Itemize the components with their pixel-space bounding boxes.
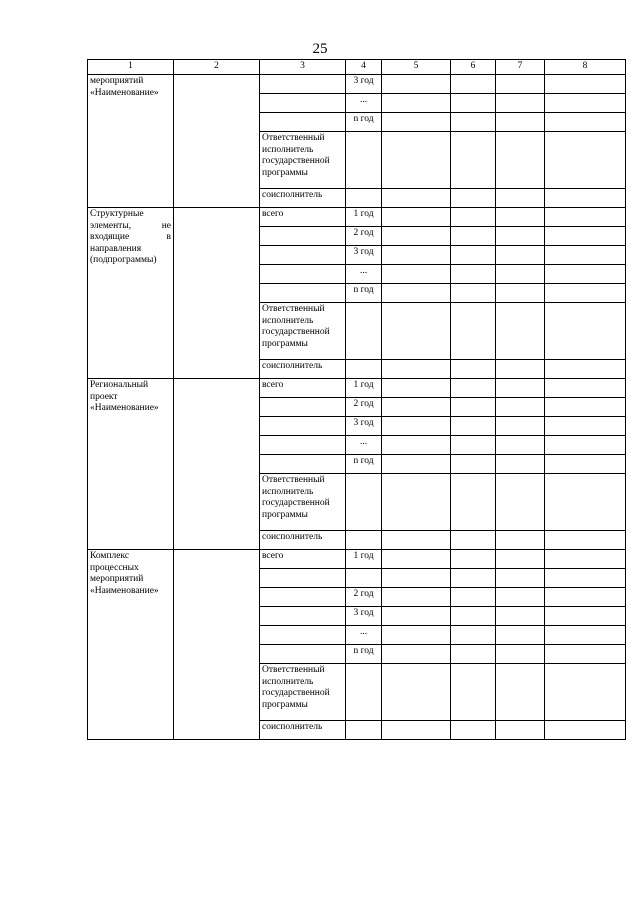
value-cell-col-7 — [496, 550, 545, 569]
value-cell-col-7 — [496, 189, 545, 208]
year-cell: 3 год — [346, 607, 382, 626]
value-cell-col-7 — [496, 208, 545, 227]
source-cell: соисполнитель — [260, 721, 346, 740]
empty-cell — [174, 550, 260, 740]
year-cell: 3 год — [346, 75, 382, 94]
value-cell-col-5 — [382, 531, 451, 550]
value-cell-col-8 — [545, 132, 626, 189]
year-cell: n год — [346, 113, 382, 132]
year-cell: n год — [346, 284, 382, 303]
empty-cell — [174, 208, 260, 379]
value-cell-col-8 — [545, 94, 626, 113]
value-cell-col-8 — [545, 246, 626, 265]
value-cell-col-7 — [496, 664, 545, 721]
source-cell — [260, 607, 346, 626]
year-cell: ... — [346, 94, 382, 113]
year-cell: n год — [346, 645, 382, 664]
value-cell-col-6 — [451, 607, 496, 626]
value-cell-col-8 — [545, 189, 626, 208]
header-cell-8: 8 — [545, 60, 626, 75]
value-cell-col-8 — [545, 607, 626, 626]
value-cell-col-7 — [496, 626, 545, 645]
header-cell-6: 6 — [451, 60, 496, 75]
year-cell: 1 год — [346, 379, 382, 398]
year-cell — [346, 189, 382, 208]
value-cell-col-7 — [496, 721, 545, 740]
year-cell: 3 год — [346, 417, 382, 436]
value-cell-col-5 — [382, 645, 451, 664]
value-cell-col-8 — [545, 626, 626, 645]
value-cell-col-8 — [545, 455, 626, 474]
value-cell-col-8 — [545, 360, 626, 379]
source-cell — [260, 588, 346, 607]
table-row — [88, 550, 626, 569]
value-cell-col-8 — [545, 113, 626, 132]
value-cell-col-6 — [451, 550, 496, 569]
header-cell-3: 3 — [260, 60, 346, 75]
year-cell — [346, 569, 382, 588]
section-name-cell: Региональный проект «Наименование» — [88, 379, 174, 550]
value-cell-col-6 — [451, 303, 496, 360]
value-cell-col-6 — [451, 284, 496, 303]
header-cell-5: 5 — [382, 60, 451, 75]
value-cell-col-7 — [496, 455, 545, 474]
value-cell-col-6 — [451, 417, 496, 436]
header-cell-1: 1 — [88, 60, 174, 75]
source-cell: Ответственный исполнитель государственной программы — [260, 303, 346, 360]
value-cell-col-5 — [382, 360, 451, 379]
value-cell-col-6 — [451, 265, 496, 284]
value-cell-col-7 — [496, 94, 545, 113]
value-cell-col-5 — [382, 94, 451, 113]
value-cell-col-5 — [382, 303, 451, 360]
source-cell: всего — [260, 550, 346, 569]
value-cell-col-5 — [382, 398, 451, 417]
value-cell-col-7 — [496, 265, 545, 284]
header-cell-2: 2 — [174, 60, 260, 75]
empty-cell — [174, 379, 260, 550]
source-cell: соисполнитель — [260, 189, 346, 208]
table-row — [88, 379, 626, 398]
value-cell-col-8 — [545, 208, 626, 227]
source-cell: Ответственный исполнитель государственной программы — [260, 132, 346, 189]
year-cell — [346, 721, 382, 740]
value-cell-col-6 — [451, 113, 496, 132]
source-cell: Ответственный исполнитель государственной программы — [260, 664, 346, 721]
year-cell — [346, 664, 382, 721]
value-cell-col-8 — [545, 227, 626, 246]
value-cell-col-7 — [496, 75, 545, 94]
value-cell-col-5 — [382, 455, 451, 474]
year-cell — [346, 303, 382, 360]
value-cell-col-6 — [451, 721, 496, 740]
value-cell-col-7 — [496, 303, 545, 360]
source-cell — [260, 417, 346, 436]
value-cell-col-5 — [382, 721, 451, 740]
value-cell-col-7 — [496, 132, 545, 189]
value-cell-col-7 — [496, 417, 545, 436]
value-cell-col-6 — [451, 569, 496, 588]
value-cell-col-5 — [382, 113, 451, 132]
source-cell: соисполнитель — [260, 360, 346, 379]
value-cell-col-6 — [451, 474, 496, 531]
value-cell-col-5 — [382, 265, 451, 284]
table-row — [88, 75, 626, 94]
value-cell-col-8 — [545, 417, 626, 436]
value-cell-col-8 — [545, 436, 626, 455]
value-cell-col-6 — [451, 360, 496, 379]
source-cell: Ответственный исполнитель государственной программы — [260, 474, 346, 531]
source-cell — [260, 113, 346, 132]
source-cell — [260, 626, 346, 645]
value-cell-col-7 — [496, 113, 545, 132]
source-cell — [260, 227, 346, 246]
value-cell-col-7 — [496, 379, 545, 398]
value-cell-col-7 — [496, 607, 545, 626]
page-number: 25 — [312, 41, 328, 57]
value-cell-col-6 — [451, 379, 496, 398]
source-cell — [260, 246, 346, 265]
year-cell — [346, 132, 382, 189]
value-cell-col-7 — [496, 569, 545, 588]
value-cell-col-5 — [382, 569, 451, 588]
year-cell: ... — [346, 626, 382, 645]
value-cell-col-7 — [496, 398, 545, 417]
value-cell-col-8 — [545, 645, 626, 664]
value-cell-col-7 — [496, 588, 545, 607]
value-cell-col-7 — [496, 360, 545, 379]
value-cell-col-5 — [382, 417, 451, 436]
value-cell-col-6 — [451, 531, 496, 550]
source-cell — [260, 94, 346, 113]
value-cell-col-6 — [451, 588, 496, 607]
year-cell: n год — [346, 455, 382, 474]
value-cell-col-6 — [451, 436, 496, 455]
value-cell-col-6 — [451, 208, 496, 227]
source-cell — [260, 455, 346, 474]
value-cell-col-7 — [496, 246, 545, 265]
value-cell-col-7 — [496, 284, 545, 303]
value-cell-col-5 — [382, 246, 451, 265]
value-cell-col-5 — [382, 474, 451, 531]
value-cell-col-8 — [545, 265, 626, 284]
source-cell — [260, 284, 346, 303]
source-cell — [260, 398, 346, 417]
year-cell — [346, 474, 382, 531]
header-cell-4: 4 — [346, 60, 382, 75]
value-cell-col-8 — [545, 721, 626, 740]
source-cell — [260, 265, 346, 284]
value-cell-col-7 — [496, 436, 545, 455]
table-row — [88, 208, 626, 227]
year-cell — [346, 531, 382, 550]
source-cell: всего — [260, 208, 346, 227]
value-cell-col-5 — [382, 436, 451, 455]
value-cell-col-5 — [382, 607, 451, 626]
value-cell-col-6 — [451, 398, 496, 417]
value-cell-col-6 — [451, 94, 496, 113]
value-cell-col-5 — [382, 208, 451, 227]
section-name-cell: мероприятий «Наименование» — [88, 75, 174, 208]
value-cell-col-8 — [545, 531, 626, 550]
year-cell — [346, 360, 382, 379]
budget-table — [87, 59, 626, 740]
header-cell-7: 7 — [496, 60, 545, 75]
value-cell-col-5 — [382, 550, 451, 569]
source-cell: соисполнитель — [260, 531, 346, 550]
value-cell-col-7 — [496, 474, 545, 531]
source-cell — [260, 645, 346, 664]
value-cell-col-5 — [382, 227, 451, 246]
value-cell-col-6 — [451, 189, 496, 208]
value-cell-col-6 — [451, 246, 496, 265]
source-cell — [260, 569, 346, 588]
section-name-cell: Структурные элементы, не входящие в направления (подпрограммы) — [88, 208, 174, 379]
value-cell-col-8 — [545, 588, 626, 607]
value-cell-col-5 — [382, 379, 451, 398]
value-cell-col-8 — [545, 474, 626, 531]
source-cell — [260, 436, 346, 455]
value-cell-col-6 — [451, 132, 496, 189]
value-cell-col-8 — [545, 303, 626, 360]
section-name-cell: Комплекс процессных мероприятий «Наименование» — [88, 550, 174, 740]
value-cell-col-7 — [496, 227, 545, 246]
value-cell-col-5 — [382, 664, 451, 721]
value-cell-col-6 — [451, 664, 496, 721]
year-cell: 3 год — [346, 246, 382, 265]
value-cell-col-8 — [545, 664, 626, 721]
header-row — [88, 60, 626, 75]
year-cell: ... — [346, 436, 382, 455]
year-cell: ... — [346, 265, 382, 284]
value-cell-col-8 — [545, 398, 626, 417]
value-cell-col-7 — [496, 645, 545, 664]
value-cell-col-5 — [382, 189, 451, 208]
value-cell-col-5 — [382, 284, 451, 303]
value-cell-col-6 — [451, 75, 496, 94]
value-cell-col-8 — [545, 75, 626, 94]
year-cell: 1 год — [346, 208, 382, 227]
value-cell-col-8 — [545, 569, 626, 588]
value-cell-col-7 — [496, 531, 545, 550]
year-cell: 2 год — [346, 227, 382, 246]
year-cell: 2 год — [346, 588, 382, 607]
value-cell-col-8 — [545, 284, 626, 303]
value-cell-col-6 — [451, 626, 496, 645]
year-cell: 2 год — [346, 398, 382, 417]
source-cell: всего — [260, 379, 346, 398]
value-cell-col-5 — [382, 132, 451, 189]
empty-cell — [174, 75, 260, 208]
value-cell-col-5 — [382, 75, 451, 94]
value-cell-col-8 — [545, 379, 626, 398]
value-cell-col-6 — [451, 227, 496, 246]
value-cell-col-6 — [451, 455, 496, 474]
value-cell-col-6 — [451, 645, 496, 664]
year-cell: 1 год — [346, 550, 382, 569]
value-cell-col-8 — [545, 550, 626, 569]
value-cell-col-5 — [382, 588, 451, 607]
source-cell — [260, 75, 346, 94]
value-cell-col-5 — [382, 626, 451, 645]
